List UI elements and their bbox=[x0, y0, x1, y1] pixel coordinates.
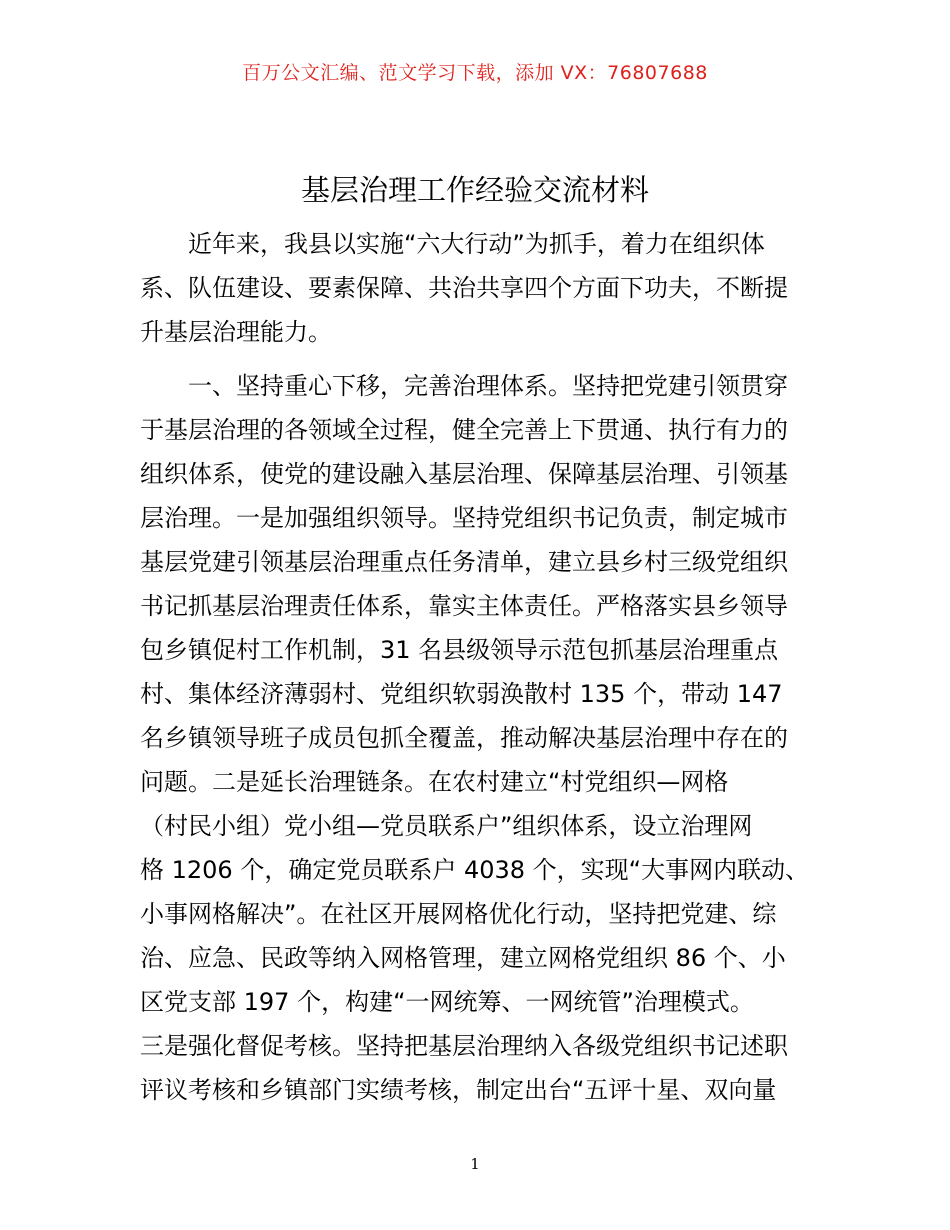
text-line: 升基层治理能力。 bbox=[140, 318, 332, 346]
paragraph-section-one bbox=[140, 364, 812, 1156]
document-body bbox=[140, 222, 812, 1156]
text-line: 名乡镇领导班子成员包抓全覆盖，推动解决基层治理中存在的 bbox=[140, 724, 788, 752]
text-line bbox=[140, 1112, 812, 1156]
text-line: 于基层治理的各领域全过程，健全完善上下贯通、执行有力的 bbox=[140, 416, 788, 444]
document-title: 基层治理工作经验交流材料 bbox=[300, 173, 649, 207]
text-line: 层治理。一是加强组织领导。坚持党组织书记负责，制定城市 bbox=[140, 504, 788, 532]
text-line: 区党支部 197 个，构建“一网统筹、一网统管”治理模式。 bbox=[140, 988, 754, 1016]
text-line: 评议考核和乡镇部门实绩考核，制定出台“五评十星、双向量 bbox=[140, 1076, 777, 1104]
text-line: 三是强化督促考核。坚持把基层治理纳入各级党组织书记述职 bbox=[140, 1032, 788, 1060]
text-line: 村、集体经济薄弱村、党组织软弱涣散村 135 个，带动 147 bbox=[140, 680, 783, 708]
text-line: 治、应急、民政等纳入网格管理，建立网格党组织 86 个、小 bbox=[140, 944, 786, 972]
text-line: 近年来，我县以实施“六大行动”为抓手，着力在组织体 bbox=[188, 230, 765, 258]
text-line: 系、队伍建设、要素保障、共治共享四个方面下功夫，不断提 bbox=[140, 274, 788, 302]
text-line: 问题。二是延长治理链条。在农村建立“村党组织—网格 bbox=[140, 768, 729, 796]
text-line: 格 1206 个，确定党员联系户 4038 个，实现“大事网内联动、 bbox=[140, 856, 810, 884]
text-line: 小事网格解决”。在社区开展网格优化行动，坚持把党建、综 bbox=[140, 900, 777, 928]
text-line: 包乡镇促村工作机制，31 名县级领导示范包抓基层治理重点 bbox=[140, 636, 779, 664]
text-line: （村民小组）党小组—党员联系户”组织体系，设立治理网 bbox=[140, 812, 753, 840]
paragraph-intro bbox=[140, 222, 812, 354]
header-watermark: 百万公文汇编、范文学习下载，添加 VX：76807688 bbox=[242, 62, 708, 84]
text-line: 一、坚持重心下移，完善治理体系。坚持把党建引领贯穿 bbox=[188, 372, 788, 400]
page-number: 1 bbox=[470, 1155, 480, 1173]
text-line: 基层党建引领基层治理重点任务清单，建立县乡村三级党组织 bbox=[140, 548, 788, 576]
text-line: 书记抓基层治理责任体系，靠实主体责任。严格落实县乡领导 bbox=[140, 592, 788, 620]
text-line: 组织体系，使党的建设融入基层治理、保障基层治理、引领基 bbox=[140, 460, 788, 488]
